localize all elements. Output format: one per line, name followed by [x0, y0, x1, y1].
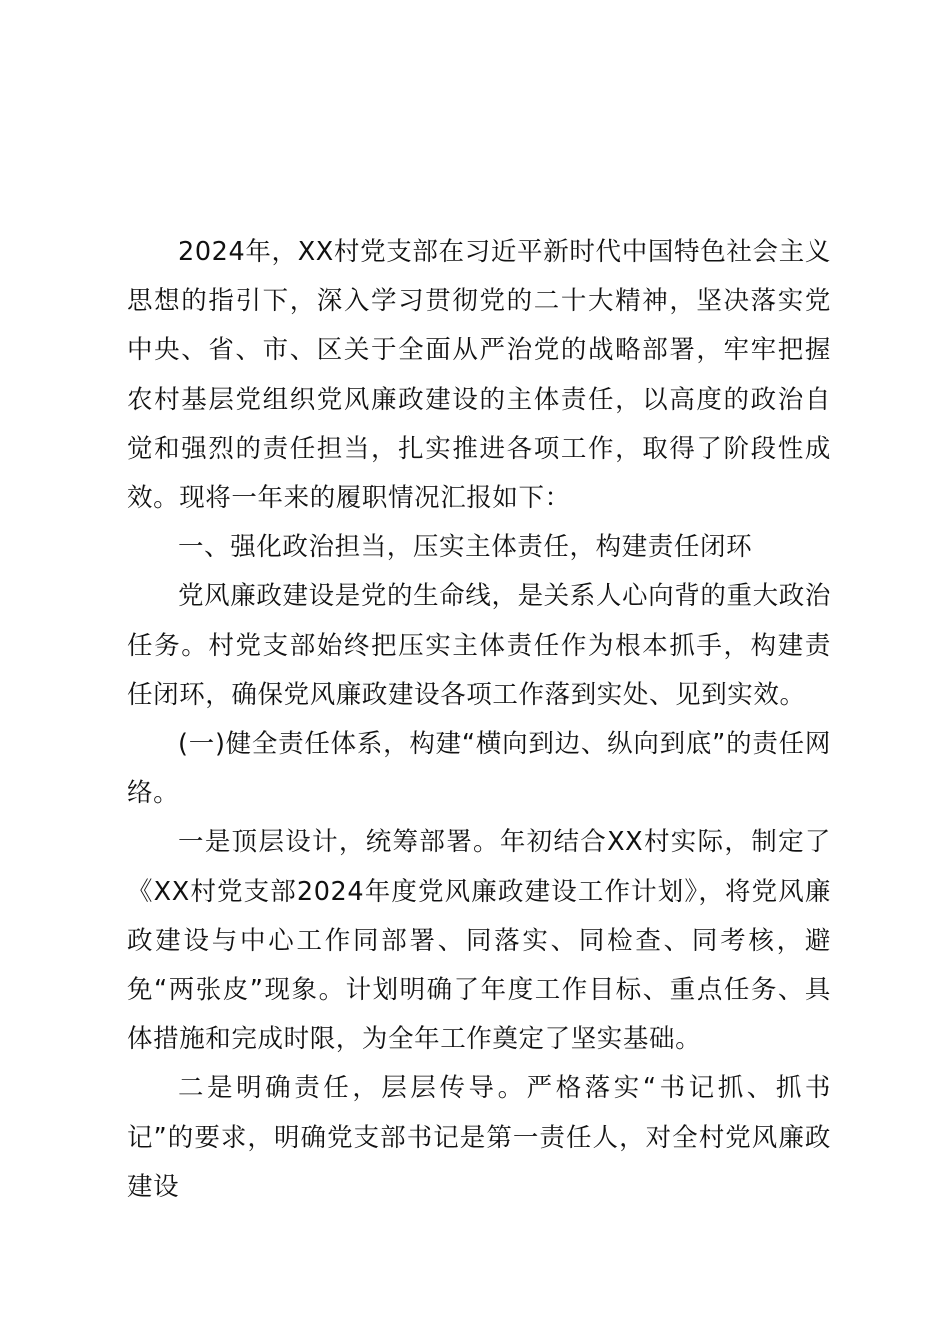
section-heading-1: 一、强化政治担当，压实主体责任，构建责任闭环	[178, 532, 753, 563]
section-1-paragraph: 党风廉政建设是党的生命线，是关系人心向背的重大政治任务。村党支部始终把压实主体责任作为根本抓手，构建责任闭环，确保党风廉政建设各项工作落到实处、见到实效。	[127, 581, 831, 710]
intro-paragraph: 2024年，XX村党支部在习近平新时代中国特色社会主义思想的指引下，深入学习贯彻党的二十大精神，坚决落实党中央、省、市、区关于全面从严治党的战略部署，牢牢把握农村基层党组织党风廉政建设的主体责任，以高度的政治自觉和强烈的责任担当，扎实推进各项工作，取得了阶段性成效。现将一年来的履职情况汇报如下：	[127, 237, 831, 514]
subsection-heading-1: (一)健全责任体系，构建“横向到边、纵向到底”的责任网络。	[127, 729, 831, 809]
point-two-paragraph: 二是明确责任，层层传导。严格落实“书记抓、抓书记”的要求，明确党支部书记是第一责任人，对全村党风廉政建设	[127, 1073, 831, 1202]
point-one-paragraph: 一是顶层设计，统筹部署。年初结合XX村实际，制定了《XX村党支部2024年度党风廉政建设工作计划》，将党风廉政建设与中心工作同部署、同落实、同检查、同考核，避免“两张皮”现象。计划明确了年度工作目标、重点任务、具体措施和完成时限，为全年工作奠定了坚实基础。	[127, 827, 831, 1055]
document-page	[127, 228, 831, 1212]
